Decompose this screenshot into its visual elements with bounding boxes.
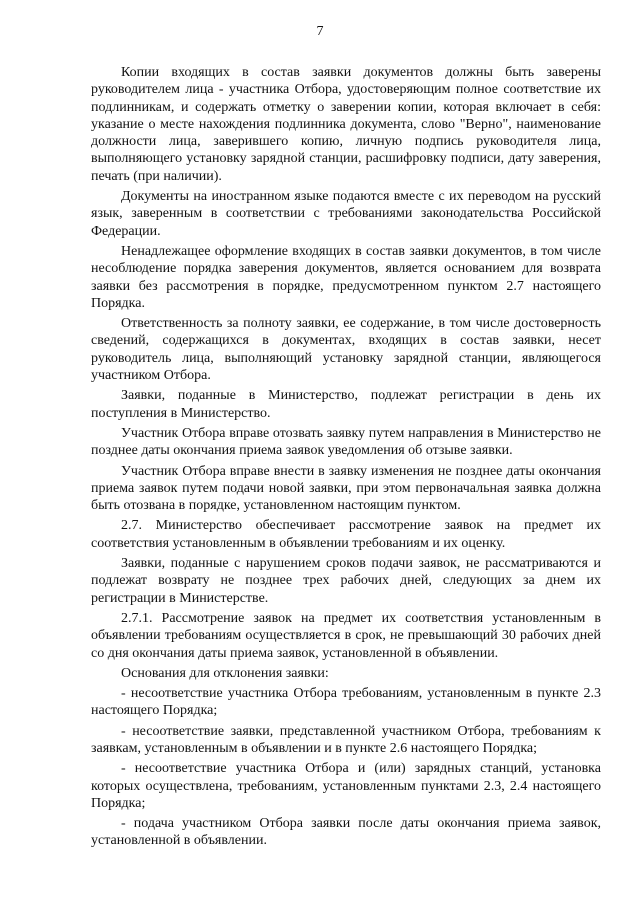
paragraph: Основания для отклонения заявки: <box>121 665 329 681</box>
list-item: - подача участником Отбора заявки после даты окончания приема заявок, установленной в объявлении. <box>91 816 601 849</box>
paragraph: Участник Отбора вправе отозвать заявку путем направления в Министерство не позднее даты окончания приема заявок уведомления об отзыве заявки. <box>91 425 601 459</box>
paragraph: 2.7. Министерство обеспечивает рассмотрение заявок на предмет их соответствия установленным в объявлении требованиям и их оценку. <box>91 518 601 551</box>
page-number: 7 <box>316 24 324 39</box>
paragraph: Заявки, поданные с нарушением сроков подачи заявок, не рассматриваются и подлежат возврату не позднее трех рабочих дней, следующих за днем их регистрации в Министерстве. <box>91 556 601 606</box>
paragraph: Ответственность за полноту заявки, ее содержание, в том числе достоверность сведений, содержащихся в документах, входящих в состав заявки, несет руководитель лица, выполняющий установку зарядной станции, являющегося участником Отбора. <box>91 316 601 384</box>
paragraph: Копии входящих в состав заявки документов должны быть заверены руководителем лица - участника Отбора, удостоверяющим полное соответствие их подлинникам, и содержать отметку о заверении копии, которая включает в себя: указание о месте нахождения подлинника документа, слово "Верно", наименование должности лица, заверившего копию, личную подпись руководителя лица, выполняющего установку зарядной станции, расшифровку подписи, дату заверения, печать (при наличии). <box>91 65 601 184</box>
document-body <box>91 64 601 853</box>
paragraph: 2.7.1. Рассмотрение заявок на предмет их соответствия установленным в объявлении требованиям осуществляется в срок, не превышающий 30 рабочих дней со дня окончания даты приема заявок, установленной в объявлении. <box>91 610 601 661</box>
paragraph: Ненадлежащее оформление входящих в состав заявки документов, в том числе несоблюдение порядка заверения документов, является основанием для возврата заявки без рассмотрения в порядке, предусмотренном пунктом 2.7 настоящего Порядка. <box>91 243 601 311</box>
paragraph: Заявки, поданные в Министерство, подлежат регистрации в день их поступления в Министерство. <box>91 388 601 421</box>
list-item: - несоответствие заявки, представленной участником Отбора, требованиям к заявкам, установленным в объявлении и в пункте 2.6 настоящего Порядка; <box>91 723 601 756</box>
paragraph: Участник Отбора вправе внести в заявку изменения не позднее даты окончания приема заявок путем подачи новой заявки, при этом первоначальная заявка должна быть отозвана в порядке, установленном настоящим пунктом. <box>91 463 601 514</box>
list-item: - несоответствие участника Отбора и (или) зарядных станций, установка которых осуществлена, требованиям, установленным пунктами 2.3, 2.4 настоящего Порядка; <box>91 761 601 811</box>
list-item: - несоответствие участника Отбора требованиям, установленным в пункте 2.3 настоящего Порядка; <box>91 686 601 719</box>
paragraph: Документы на иностранном языке подаются вместе с их переводом на русский язык, заверенным в соответствии с требованиями законодательства Российской Федерации. <box>91 189 601 239</box>
